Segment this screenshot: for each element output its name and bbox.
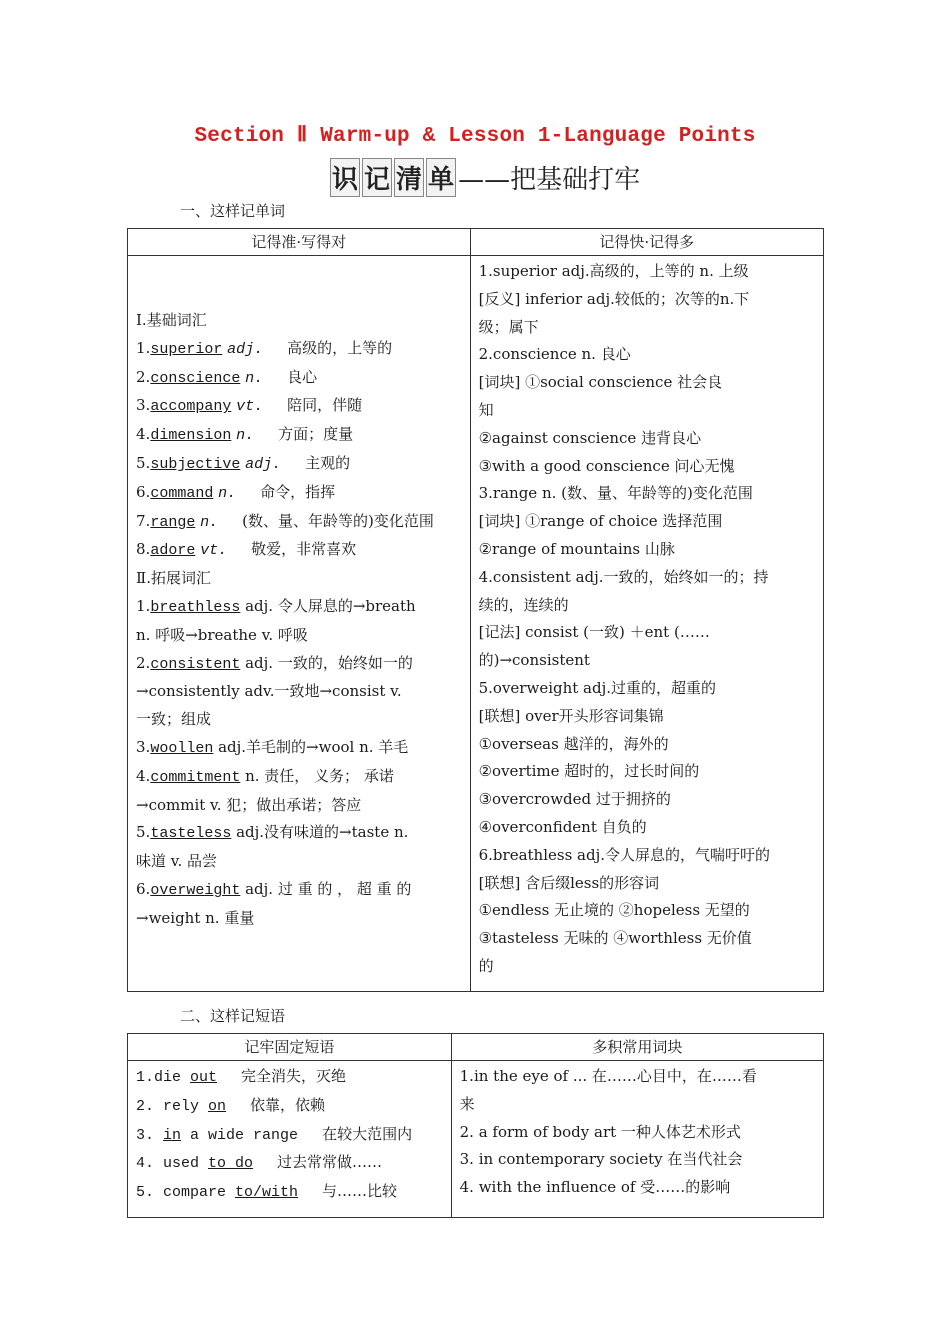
item-number: 2. [136, 367, 151, 386]
phrase-meaning: 依靠，依赖 [250, 1095, 326, 1114]
item-number: 5. [136, 453, 151, 472]
vocab-item [136, 450, 462, 479]
vocab-item [136, 508, 462, 537]
vocab-derivation: adj. 过 重 的 ， 超 重 的 [240, 879, 412, 898]
note-line: 的 [478, 956, 494, 975]
vocab-derivation-line: n. 呼吸→breathe v. 呼吸 [136, 625, 308, 644]
item-number: 4. [136, 766, 151, 785]
note-line: ②overtime 超时的，过长时间的 [478, 762, 700, 781]
item-number: 6. [136, 482, 151, 501]
vocab-meaning: 敬爱，非常喜欢 [251, 540, 357, 559]
vocab-word: range [150, 513, 196, 531]
note-line: ④overconfident 自负的 [478, 817, 647, 836]
page-title: Section Ⅱ Warm-up & Lesson 1-Language Points [194, 125, 756, 148]
vocab-item [136, 593, 462, 622]
item-number: 4. [136, 425, 151, 444]
phrase-meaning: 过去常常做…… [277, 1153, 383, 1172]
vocab-word: command [150, 484, 214, 502]
part-of-speech: n. [200, 513, 219, 531]
note-line: [反义] inferior adj.较低的；次等的n.下 [478, 289, 750, 308]
vocab-meaning: 方面；度量 [278, 425, 354, 444]
vocab-meaning: 良心 [287, 367, 318, 386]
phrase-col-right-header: 多积常用词块 [451, 1034, 823, 1061]
vocab-word: adore [150, 542, 196, 560]
phrase-meaning: 与……比较 [322, 1182, 398, 1201]
item-number: 6. [136, 879, 151, 898]
phrase-item [136, 1092, 443, 1121]
note-line: [词块] ①social conscience 社会良 [478, 373, 723, 392]
phrase-blank-answer: in [163, 1126, 182, 1144]
subtitle-char: 记 [362, 158, 392, 197]
note-line: ②against conscience 违背良心 [478, 428, 702, 447]
note-line: [记法] consist (一致) ＋ent (…… [478, 623, 710, 642]
part-of-speech: n. [236, 427, 255, 445]
phrase-item [136, 1178, 443, 1207]
item-number: 7. [136, 511, 151, 530]
vocab-item [136, 734, 462, 763]
vocab-meaning: (数、量、年龄等的)变化范围 [242, 511, 434, 530]
vocab-word: dimension [150, 427, 232, 445]
subtitle-rest: ——把基础打牢 [458, 165, 641, 195]
vocab-item [136, 819, 462, 848]
vocab-derivation: adj. 令人屏息的→breath [240, 596, 416, 615]
vocab-word: consistent [150, 655, 241, 673]
phrase-col-left-header: 记牢固定短语 [128, 1034, 452, 1061]
vocab-word: superior [150, 340, 223, 358]
vocab-item [136, 392, 462, 421]
vocab-word: overweight [150, 881, 241, 899]
phrase-meaning: 完全消失，灭绝 [241, 1067, 347, 1085]
phrase-item [136, 1063, 443, 1092]
subtitle-char: 识 [330, 158, 360, 197]
note-line: ①overseas 越洋的，海外的 [478, 734, 669, 753]
ext-vocab-heading: Ⅱ.拓展词汇 [136, 569, 211, 588]
section-subtitle [330, 158, 640, 197]
vocab-item [136, 650, 462, 679]
vocab-derivation-line: 一致；组成 [136, 710, 212, 729]
vocab-derivation-line: →commit v. 犯；做出承诺；答应 [136, 795, 362, 814]
phrase-chunk-line: 来 [459, 1094, 475, 1113]
vocab-word: commitment [150, 768, 241, 786]
vocab-item [136, 335, 462, 364]
note-line: [联想] 含后缀less的形容词 [478, 873, 660, 892]
part-of-speech: n. [218, 484, 237, 502]
note-line: [联想] over开头形容词集锦 [478, 706, 664, 725]
item-number: 1. [136, 338, 151, 357]
part-of-speech: n. [245, 369, 264, 387]
vocab-left-cell [128, 256, 471, 992]
vocab-derivation: n. 责任， 义务； 承诺 [240, 766, 394, 785]
note-line: 知 [478, 400, 494, 419]
note-line: 6.breathless adj.令人屏息的，气喘吁吁的 [478, 845, 771, 864]
phrase-prefix: 1.die [136, 1069, 191, 1086]
item-number: 8. [136, 540, 151, 559]
vocab-word: woollen [150, 739, 214, 757]
vocab-word: conscience [150, 369, 241, 387]
note-line: ③overcrowded 过于拥挤的 [478, 790, 671, 809]
item-number: 5. [136, 823, 151, 842]
phrase-blank-answer: to do [208, 1155, 254, 1173]
vocab-word: tasteless [150, 825, 232, 843]
phrase-prefix: 5. compare [136, 1184, 236, 1202]
note-line: 的)→consistent [478, 651, 590, 670]
vocab-table [127, 228, 824, 992]
phrase-section-heading: 二、这样记短语 [180, 1007, 286, 1025]
phrase-right-cell [451, 1061, 823, 1218]
phrase-prefix: 3. [136, 1126, 164, 1144]
vocab-col-right-header: 记得快·记得多 [470, 229, 823, 256]
note-line: ①endless 无止境的 ②hopeless 无望的 [478, 901, 750, 920]
phrase-meaning: 在较大范围内 [322, 1124, 413, 1143]
item-number: 1. [136, 596, 151, 615]
vocab-right-cell [470, 256, 823, 992]
vocab-meaning: 命令，指挥 [260, 482, 336, 501]
part-of-speech: vt. [236, 398, 264, 416]
note-line: 4.consistent adj.一致的，始终如一的；持 [478, 567, 769, 586]
vocab-word: accompany [150, 398, 232, 416]
note-line: ③tasteless 无味的 ④worthless 无价值 [478, 929, 752, 948]
phrase-left-cell [128, 1061, 452, 1218]
note-line: ③with a good conscience 问心无愧 [478, 456, 735, 475]
note-line: ②range of mountains 山脉 [478, 539, 675, 558]
item-number: 3. [136, 737, 151, 756]
vocab-meaning: 陪同，伴随 [287, 396, 363, 415]
vocab-item [136, 479, 462, 508]
part-of-speech: adj. [245, 455, 282, 473]
note-line: 3.range n. (数、量、年龄等的)变化范围 [478, 484, 753, 503]
phrase-chunk-line: 1.in the eye of ... 在……心目中，在……看 [459, 1067, 757, 1085]
item-number: 2. [136, 653, 151, 672]
vocab-derivation-line: →consistently adv.一致地→consist v. [136, 682, 402, 701]
phrase-table [127, 1033, 824, 1218]
note-line: [词块] ①range of choice 选择范围 [478, 512, 723, 531]
vocab-col-left-header: 记得准·写得对 [128, 229, 471, 256]
phrase-item [136, 1121, 443, 1150]
vocab-word: subjective [150, 455, 241, 473]
phrase-prefix: 2. rely [136, 1097, 209, 1115]
phrase-item [136, 1149, 443, 1178]
vocab-derivation-line: 味道 v. 品尝 [136, 852, 217, 871]
vocab-derivation: adj. 一致的，始终如一的 [240, 653, 413, 672]
vocab-item [136, 421, 462, 450]
vocab-section-heading: 一、这样记单词 [180, 202, 286, 220]
phrase-blank-answer: out [190, 1069, 218, 1086]
vocab-item [136, 536, 462, 565]
vocab-item [136, 763, 462, 792]
item-number: 3. [136, 396, 151, 415]
vocab-item [136, 876, 462, 905]
phrase-suffix: a wide range [181, 1126, 299, 1144]
note-line: 续的，连续的 [478, 595, 569, 614]
vocab-meaning: 高级的，上等的 [287, 338, 393, 357]
subtitle-char: 单 [426, 158, 456, 197]
vocab-item [136, 364, 462, 393]
note-line: 2.conscience n. 良心 [478, 345, 631, 364]
note-line: 5.overweight adj.过重的，超重的 [478, 678, 717, 697]
phrase-blank-answer: to/with [235, 1184, 299, 1202]
part-of-speech: vt. [200, 542, 228, 560]
phrase-chunk-line: 4. with the influence of 受……的影响 [459, 1178, 731, 1197]
vocab-meaning: 主观的 [305, 453, 351, 472]
phrase-chunk-line: 2. a form of body art 一种人体艺术形式 [459, 1122, 741, 1141]
vocab-derivation: adj.羊毛制的→wool n. 羊毛 [213, 737, 409, 756]
vocab-derivation: adj.没有味道的→taste n. [231, 823, 409, 842]
subtitle-char: 清 [394, 158, 424, 197]
vocab-derivation-line: →weight n. 重量 [136, 908, 255, 927]
phrase-prefix: 4. used [136, 1155, 209, 1173]
vocab-word: breathless [150, 598, 241, 616]
phrase-blank-answer: on [208, 1097, 227, 1115]
note-line: 1.superior adj.高级的，上等的 n. 上级 [478, 262, 749, 280]
basic-vocab-heading: Ⅰ.基础词汇 [136, 311, 207, 329]
note-line: 级；属下 [478, 317, 539, 336]
phrase-chunk-line: 3. in contemporary society 在当代社会 [459, 1150, 743, 1169]
part-of-speech: adj. [227, 340, 264, 358]
